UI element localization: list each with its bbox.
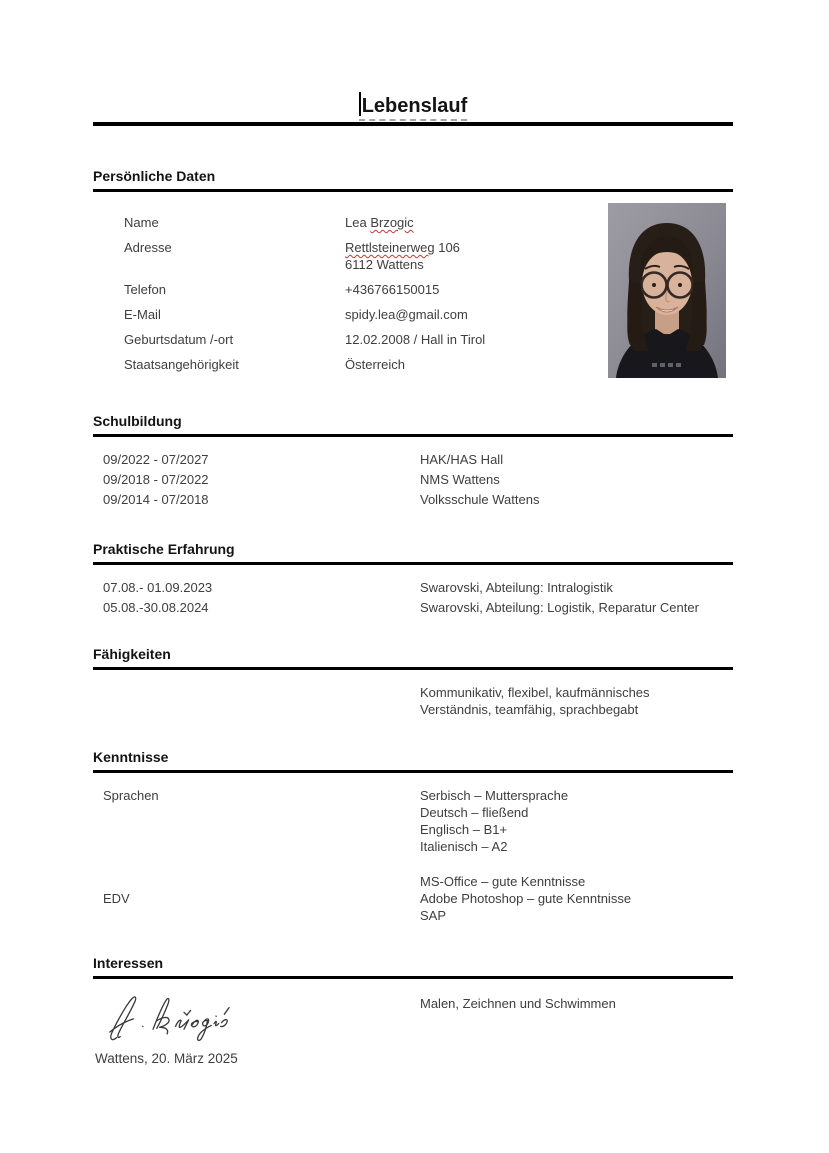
education-period[interactable]: 09/2014 - 07/2018 bbox=[103, 492, 209, 507]
field-label-nationality[interactable]: Staatsangehörigkeit bbox=[124, 357, 239, 372]
section-rule bbox=[93, 562, 733, 565]
section-rule bbox=[93, 434, 733, 437]
spellcheck-flagged-text[interactable]: Rettlsteinerweg bbox=[345, 240, 435, 255]
language-item[interactable]: Englisch – B1+ bbox=[420, 822, 508, 837]
title-rule bbox=[93, 122, 733, 126]
section-heading-experience[interactable]: Praktische Erfahrung bbox=[93, 541, 235, 557]
education-school[interactable]: HAK/HAS Hall bbox=[420, 452, 504, 467]
section-education bbox=[93, 413, 733, 508]
field-label-name[interactable]: Name bbox=[124, 215, 159, 230]
experience-position[interactable]: Swarovski, Abteilung: Intralogistik bbox=[420, 580, 613, 595]
address-line-2[interactable]: 6112 Wattens bbox=[345, 257, 424, 272]
skills-line[interactable]: Kommunikativ, flexibel, kaufmännisches bbox=[420, 685, 650, 700]
edv-item[interactable]: Adobe Photoshop – gute Kenntnisse bbox=[420, 891, 632, 906]
field-label-phone[interactable]: Telefon bbox=[124, 282, 166, 297]
text-cursor-caret bbox=[359, 92, 361, 116]
document-content bbox=[93, 0, 733, 1067]
skills-text[interactable] bbox=[420, 684, 733, 718]
field-value-phone[interactable]: +436766150015 bbox=[345, 282, 440, 297]
section-heading-education[interactable]: Schulbildung bbox=[93, 413, 182, 429]
section-rule bbox=[93, 667, 733, 670]
field-label-email[interactable]: E-Mail bbox=[124, 307, 161, 322]
interests-value[interactable]: Malen, Zeichnen und Schwimmen bbox=[420, 996, 616, 1011]
edv-item[interactable]: SAP bbox=[420, 908, 447, 923]
section-heading-personal[interactable]: Persönliche Daten bbox=[93, 168, 216, 184]
interests-row bbox=[93, 995, 733, 1047]
experience-rows bbox=[93, 579, 733, 616]
language-item[interactable]: Deutsch – fließend bbox=[420, 805, 529, 820]
education-rows bbox=[93, 451, 733, 508]
title-row bbox=[93, 92, 733, 121]
education-row bbox=[93, 471, 733, 488]
edv-item[interactable]: MS-Office – gute Kenntnisse bbox=[420, 874, 586, 889]
portrait-photo[interactable] bbox=[608, 203, 726, 378]
knowledge-row-edv bbox=[93, 873, 733, 924]
edv-list[interactable] bbox=[420, 873, 733, 924]
field-value-email[interactable]: spidy.lea@gmail.com bbox=[345, 307, 468, 322]
experience-period[interactable]: 07.08.- 01.09.2023 bbox=[103, 580, 213, 595]
field-label-address[interactable]: Adresse bbox=[124, 240, 172, 255]
section-skills bbox=[93, 646, 733, 718]
skills-line[interactable]: Verständnis, teamfähig, sprachbegabt bbox=[420, 702, 639, 717]
knowledge-rows bbox=[93, 787, 733, 924]
page-title[interactable] bbox=[359, 92, 468, 121]
skills-empty-label bbox=[103, 684, 420, 718]
experience-position[interactable]: Swarovski, Abteilung: Logistik, Reparatur Center bbox=[420, 600, 699, 615]
section-knowledge bbox=[93, 749, 733, 924]
section-heading-knowledge[interactable]: Kenntnisse bbox=[93, 749, 169, 765]
experience-row bbox=[93, 599, 733, 616]
experience-row bbox=[93, 579, 733, 596]
language-item[interactable]: Serbisch – Muttersprache bbox=[420, 788, 569, 803]
skills-row bbox=[93, 684, 733, 718]
section-rule bbox=[93, 770, 733, 773]
section-rule bbox=[93, 976, 733, 979]
field-value-birth[interactable]: 12.02.2008 / Hall in Tirol bbox=[345, 332, 486, 347]
education-period[interactable]: 09/2018 - 07/2022 bbox=[103, 472, 209, 487]
spellcheck-flagged-text[interactable]: Brzogic bbox=[370, 215, 414, 230]
education-row bbox=[93, 491, 733, 508]
section-experience bbox=[93, 541, 733, 616]
field-label-edv[interactable]: EDV bbox=[103, 891, 130, 906]
page-title-text[interactable]: Lebenslauf bbox=[361, 95, 468, 117]
address-number[interactable]: 106 bbox=[434, 240, 460, 255]
knowledge-row-languages bbox=[93, 787, 733, 855]
skills-rows bbox=[93, 684, 733, 718]
section-heading-skills[interactable]: Fähigkeiten bbox=[93, 646, 171, 662]
field-label-languages[interactable]: Sprachen bbox=[103, 788, 159, 803]
signature-cell bbox=[103, 995, 420, 1047]
languages-list[interactable] bbox=[420, 787, 733, 855]
education-school[interactable]: Volksschule Wattens bbox=[420, 492, 540, 507]
field-value-nationality[interactable]: Österreich bbox=[345, 357, 405, 372]
handwritten-signature[interactable] bbox=[108, 989, 230, 1045]
place-date-line[interactable]: Wattens, 20. März 2025 bbox=[95, 1051, 238, 1066]
section-heading-interests[interactable]: Interessen bbox=[93, 955, 164, 971]
field-label-birth[interactable]: Geburtsdatum /-ort bbox=[124, 332, 234, 347]
portrait-photo-image[interactable] bbox=[608, 203, 726, 378]
section-interests bbox=[93, 955, 733, 1067]
education-period[interactable]: 09/2022 - 07/2027 bbox=[103, 452, 209, 467]
section-rule bbox=[93, 189, 733, 192]
education-school[interactable]: NMS Wattens bbox=[420, 472, 500, 487]
experience-period[interactable]: 05.08.-30.08.2024 bbox=[103, 600, 209, 615]
education-row bbox=[93, 451, 733, 468]
name-prefix[interactable]: Lea bbox=[345, 215, 371, 230]
language-item[interactable]: Italienisch – A2 bbox=[420, 839, 508, 854]
